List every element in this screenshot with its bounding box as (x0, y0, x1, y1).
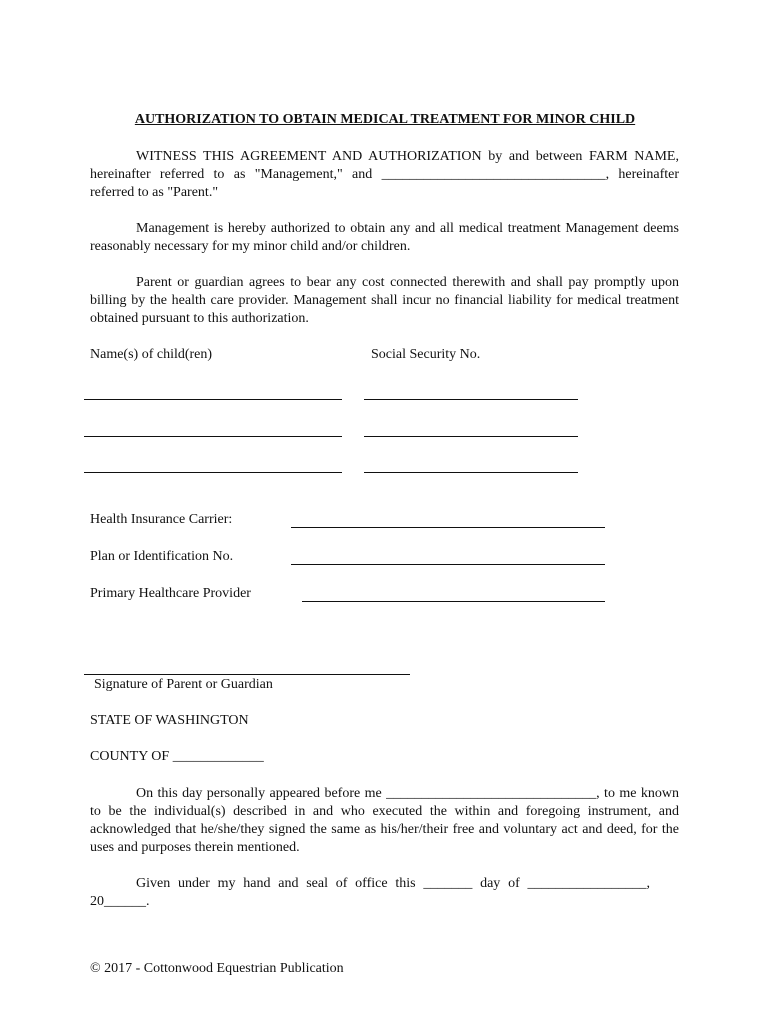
ssn-line-3[interactable] (364, 472, 578, 473)
agreement-paragraph: WITNESS THIS AGREEMENT AND AUTHORIZATION by and between FARM NAME, hereinafter referred to as "Management," and ________________________________, hereinafter referred to as "Parent." (90, 149, 679, 200)
state-line: STATE OF WASHINGTON (90, 713, 249, 728)
county-line: COUNTY OF _____________ (90, 749, 264, 764)
provider-label: Primary Healthcare Provider (90, 586, 251, 601)
document-title: AUTHORIZATION TO OBTAIN MEDICAL TREATMENT FOR MINOR CHILD (134, 112, 636, 127)
seal-paragraph: Given under my hand and seal of office this _______ day of _________________, 20______. (90, 876, 650, 909)
cost-paragraph: Parent or guardian agrees to bear any cost connected therewith and shall pay promptly upon billing by the health care provider. Management shall incur no financial liability for medical treatment obtained pursuant to this authorization. (90, 275, 679, 326)
footer-copyright: © 2017 - Cottonwood Equestrian Publication (90, 961, 344, 976)
plan-label: Plan or Identification No. (90, 549, 234, 564)
child-name-line-3[interactable] (84, 472, 342, 473)
insurance-carrier-label: Health Insurance Carrier: (90, 512, 233, 527)
child-name-line-2[interactable] (84, 436, 342, 437)
ssn-label: Social Security No. (371, 347, 481, 362)
provider-line[interactable] (302, 601, 605, 602)
signature-label: Signature of Parent or Guardian (94, 677, 273, 692)
child-name-line-1[interactable] (84, 399, 342, 400)
authorization-paragraph: Management is hereby authorized to obtain any and all medical treatment Management deems reasonably necessary for my minor child and/or children. (90, 221, 679, 254)
notary-paragraph: On this day personally appeared before me ______________________________, to me known to be the individual(s) described in and who executed the within and foregoing instrument, and acknowledged that he/she/they signed the same as his/her/their free and voluntary act and deed, for the uses and purposes therein mentioned. (90, 786, 679, 855)
ssn-line-2[interactable] (364, 436, 578, 437)
ssn-line-1[interactable] (364, 399, 578, 400)
children-label: Name(s) of child(ren) (90, 347, 213, 362)
signature-line[interactable] (84, 674, 410, 675)
plan-line[interactable] (291, 564, 605, 565)
insurance-carrier-line[interactable] (291, 527, 605, 528)
